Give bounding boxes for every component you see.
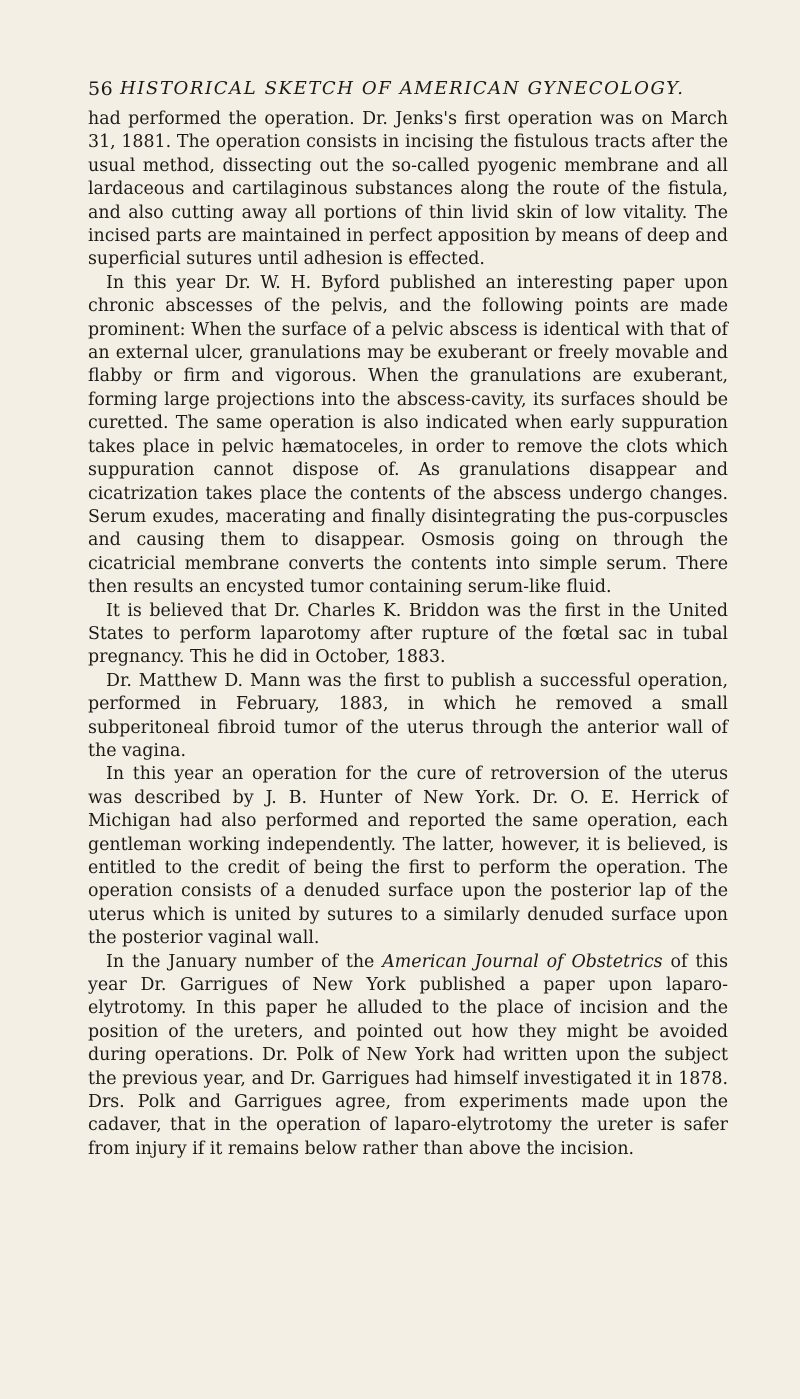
paragraph-mann: Dr. Matthew D. Mann was the first to publish a successful operation, performed in February, 1883, in which he removed a small subperitoneal fibroid tumor of the uterus through the anterior wall of the vagina.	[88, 670, 728, 761]
body-text	[88, 108, 728, 1161]
paragraph-text-after-journal: of this year Dr. Garrigues of New York published a paper upon laparo-elytrotomy. In this paper he alluded to the place of incision and the position of the ureters, and pointed out how they might be avoided during operations. Dr. Polk of New York had written upon the subject the previous year, and Dr. Garrigues had himself investigated it in 1878. Drs. Polk and Garrigues agree, from experiments made upon the cadaver, that in the operation of laparo-elytrotomy the ureter is safer from injury if it remains below rather than above the incision.	[88, 951, 729, 1159]
journal-title: American Journal of Obstetrics	[382, 951, 663, 972]
paragraph-briddon: It is believed that Dr. Charles K. Briddon was the first in the United States to perform laparotomy after rupture of the fœtal sac in tubal pregnancy. This he did in October, 1883.	[88, 600, 728, 668]
paragraph-byford: In this year Dr. W. H. Byford published an interesting paper upon chronic abscesses of the pelvis, and the following points are made prominent: When the surface of a pelvic abscess is identical with that of an external ulcer, granulations may be exuberant or freely movable and flabby or firm and vigorous. When the granulations are exuberant, forming large projections into the abscess-cavity, its surfaces should be curetted. The same operation is also indicated when early suppuration takes place in pelvic hæmatoceles, in order to remove the clots which suppuration cannot dispose of. As granulations disappear and cicatrization takes place the contents of the abscess undergo changes. Serum exudes, macerating and finally disintegrating the pus-corpuscles and causing them to disappear. Osmosis going on through the cicatricial membrane converts the contents into simple serum. There then results an encysted tumor containing serum-like fluid.	[88, 272, 728, 598]
page-header	[88, 78, 728, 108]
page-number: 56	[88, 78, 114, 100]
paragraph-continuation: had performed the operation. Dr. Jenks's first operation was on March 31, 1881. The operation consists in incising the fistulous tracts after the usual method, dissecting out the so-called pyogenic membrane and all lardaceous and cartilaginous substances along the route of the fistula, and also cutting away all portions of thin livid skin of low vitality. The incised parts are maintained in perfect apposition by means of deep and superficial sutures until adhesion is effected.	[88, 109, 728, 270]
paragraph-garrigues	[88, 951, 728, 1162]
paragraph-retroversion: In this year an operation for the cure of retroversion of the uterus was described by J. B. Hunter of New York. Dr. O. E. Herrick of Michigan had also performed and reported the same operation, each gentleman working independently. The latter, however, it is believed, is entitled to the credit of being the first to perform the operation. The operation consists of a denuded surface upon the posterior lap of the uterus which is united by sutures to a similarly denuded surface upon the posterior vaginal wall.	[88, 764, 728, 949]
running-title: HISTORICAL SKETCH OF AMERICAN GYNECOLOGY.	[120, 78, 685, 99]
paragraph-text-before-journal: In the January number of the	[106, 951, 383, 972]
